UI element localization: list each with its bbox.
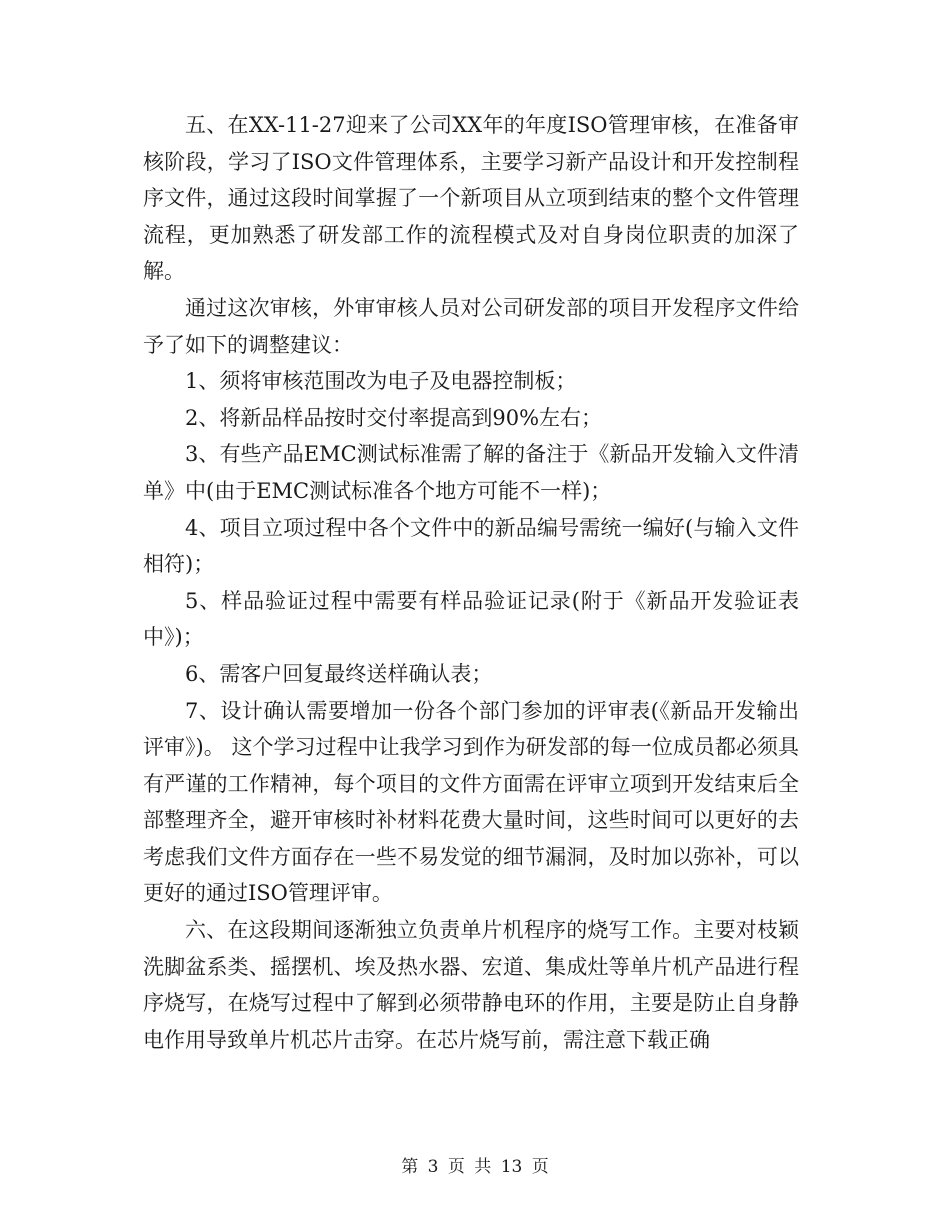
suggestion-item-5: 5、样品验证过程中需要有样品验证记录(附于《新品开发验证表中》)； bbox=[143, 588, 799, 650]
suggestion-item-2: 2、将新品样品按时交付率提高到90%左右； bbox=[185, 405, 603, 430]
section-six-paragraph: 六、在这段期间逐渐独立负责单片机程序的烧写工作。主要对枝颖洗脚盆系类、摇摆机、埃及热水器、宏道、集成灶等单片机产品进行程序烧写，在烧写过程中了解到必须带静电环的作用，主要是防止自身静电作用导致单片机芯片击穿。在芯片烧写前，需注意下载正确 bbox=[143, 918, 799, 1052]
document-body bbox=[143, 107, 799, 1058]
section-five-paragraph: 五、在XX-11-27迎来了公司XX年的年度ISO管理审核，在准备审核阶段，学习了ISO文件管理体系，主要学习新产品设计和开发控制程序文件，通过这段时间掌握了一个新项目从立项到结束的整个文件管理流程，更加熟悉了研发部工作的流程模式及对自身岗位职责的加深了解。 bbox=[143, 113, 799, 284]
audit-intro-paragraph: 通过这次审核，外审审核人员对公司研发部的项目开发程序文件给予了如下的调整建议： bbox=[143, 295, 799, 357]
suggestion-item-3: 3、有些产品EMC测试标准需了解的备注于《新品开发输入文件清单》中(由于EMC测试标准各个地方可能不一样)； bbox=[143, 442, 799, 503]
suggestion-item-4: 4、项目立项过程中各个文件中的新品编号需统一编好(与输入文件相符)； bbox=[143, 515, 799, 577]
suggestion-item-7: 7、设计确认需要增加一份各个部门参加的评审表(《新品开发输出评审》)。 这个学习过程中让我学习到作为研发部的每一位成员都必须具有严谨的工作精神，每个项目的文件方面需在评审立项到开发结束后全部整理齐全，避开审核时补材料花费大量时间，这些时间可以更好的去考虑我们文件方面存在一些不易发觉的细节漏洞，及时加以弥补，可以更好的通过ISO管理评审。 bbox=[143, 698, 799, 906]
suggestion-item-1: 1、须将审核范围改为电子及电器控制板； bbox=[185, 369, 577, 394]
page-number-footer: 第 3 页 共 13 页 bbox=[401, 1157, 549, 1177]
suggestion-item-6: 6、需客户回复最终送样确认表； bbox=[185, 661, 493, 686]
